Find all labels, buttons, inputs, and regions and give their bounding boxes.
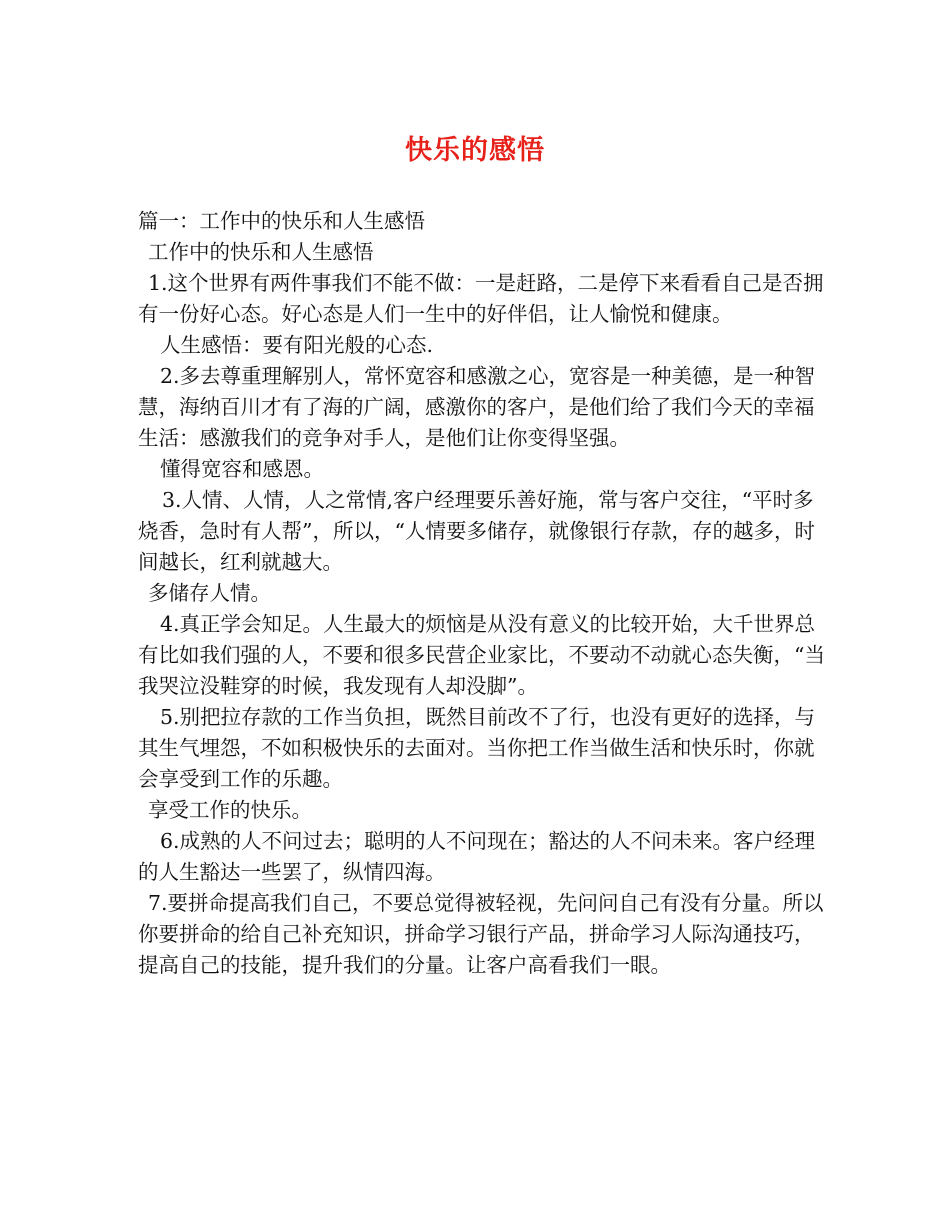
paragraph-8: 5.别把拉存款的工作当负担，既然目前改不了行，也没有更好的选择，与其生气埋怨，不如积极快乐的去面对。当你把工作当做生活和快乐时，你就会享受到工作的乐趣。 xyxy=(138,705,816,791)
paragraph-6: 多储存人情。 xyxy=(148,581,271,605)
document-title: 快乐的感悟 xyxy=(405,135,545,166)
paragraph-7: 4.真正学会知足。人生最大的烦恼是从没有意义的比较开始，大千世界总有比如我们强的人，不要和很多民营企业家比，不要动不动就心态失衡，“当我哭泣没鞋穿的时候，我发现有人却没脚”。 xyxy=(138,612,825,698)
paragraph-11: 7.要拼命提高我们自己，不要总觉得被轻视，先问问自己有没有分量。所以你要拼命的给自己补充知识，拼命学习银行产品，拼命学习人际沟通技巧，提高自己的技能，提升我们的分量。让客户高看我们一眼。 xyxy=(138,891,824,977)
paragraph-1: 1.这个世界有两件事我们不能不做：一是赶路，二是停下来看看自己是否拥有一份好心态。好心态是人们一生中的好伴侣，让人愉悦和健康。 xyxy=(138,271,824,326)
document-body xyxy=(138,206,828,981)
paragraph-2: 人生感悟：要有阳光般的心态. xyxy=(160,333,434,357)
paragraph-9: 享受工作的快乐。 xyxy=(148,798,312,822)
subtitle: 工作中的快乐和人生感悟 xyxy=(148,240,374,264)
paragraph-3: 2.多去尊重理解别人，常怀宽容和感激之心，宽容是一种美德，是一种智慧，海纳百川才有了海的广阔，感激你的客户，是他们给了我们今天的幸福生活：感激我们的竞争对手人，是他们让你变得坚强。 xyxy=(138,364,816,450)
paragraph-10: 6.成熟的人不问过去；聪明的人不问现在；豁达的人不问未来。客户经理的人生豁达一些罢了，纵情四海。 xyxy=(138,829,816,884)
paragraph-4: 懂得宽容和感恩。 xyxy=(160,457,324,481)
paragraph-5: 3.人情、人情，人之常情,客户经理要乐善好施，常与客户交往，“平时多烧香，急时有人帮”，所以，“人情要多储存，就像银行存款，存的越多，时间越长，红利就越大。 xyxy=(138,488,815,574)
section-heading: 篇一：工作中的快乐和人生感悟 xyxy=(138,209,425,233)
